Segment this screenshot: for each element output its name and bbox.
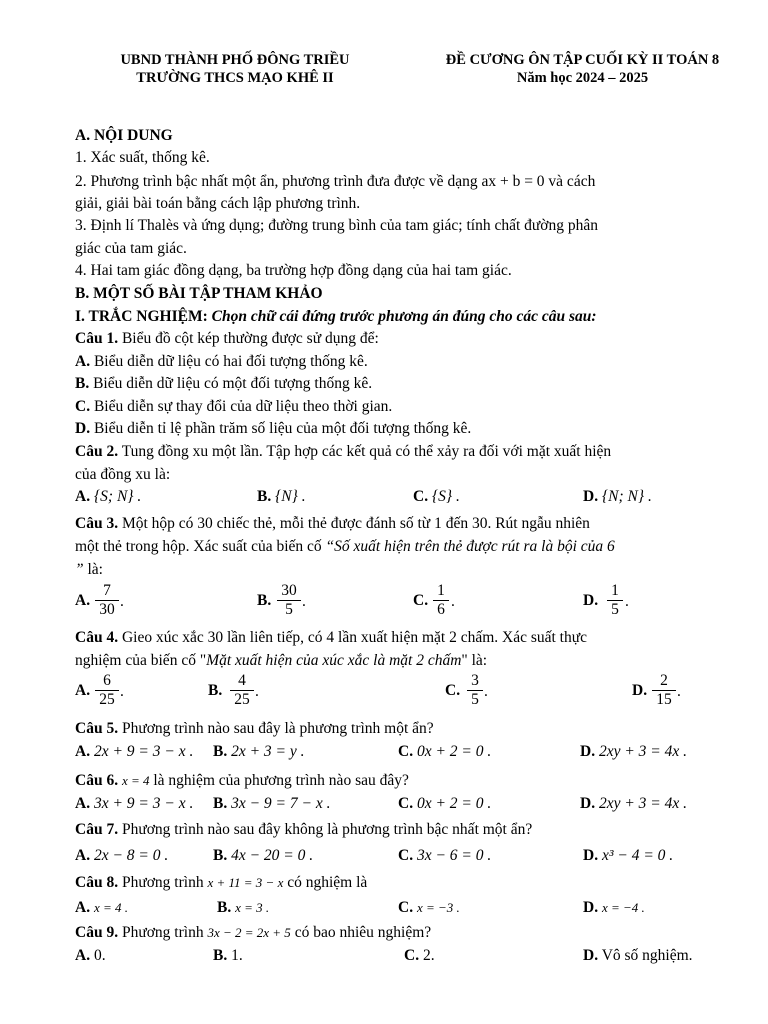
question-text: Phương trình nào sau đây không là phương trình bậc nhất một ẩn? (121, 821, 533, 838)
question-text: Phương trình (121, 924, 204, 941)
question-8-option-c: C. x = −3 . (398, 899, 460, 916)
header-right-line2: Năm học 2024 – 2025 (516, 70, 649, 86)
question-label: Câu 6. (75, 772, 119, 789)
question-7-option-c: C. 3x − 6 = 0 . (398, 847, 492, 864)
question-label: Câu 1. (75, 330, 119, 347)
question-7-option-b: B. 4x − 20 = 0 . (213, 847, 314, 864)
question-label: Câu 7. (75, 821, 119, 838)
section-b-title: B. MỘT SỐ BÀI TẬP THAM KHẢO (75, 285, 323, 302)
question-label: Câu 2. (75, 443, 119, 460)
question-3-option-d: D. 1 5 . (583, 582, 629, 618)
question-3-text-continued: một thẻ trong hộp. Xác suất của biến cố “Số xuất hiện trên thẻ được rút ra là bội của 6 (75, 538, 615, 555)
question-9-option-b: B. 1. (213, 947, 243, 964)
header-left-line2: TRƯỜNG THCS MẠO KHÊ II (136, 70, 334, 86)
question-math: x + 11 = 3 − x (207, 875, 284, 890)
question-6 (75, 771, 409, 791)
question-text: có bao nhiêu nghiệm? (294, 924, 432, 941)
header-right-line1: ĐỀ CƯƠNG ÔN TẬP CUỐI KỲ II TOÁN 8 (445, 52, 720, 68)
section-a-item: 3. Định lí Thalès và ứng dụng; đường trung bình của tam giác; tính chất đường phân (75, 217, 599, 234)
question-text: Gieo xúc xắc 30 lần liên tiếp, có 4 lần xuất hiện mặt 2 chấm. Xác suất thực (121, 629, 588, 646)
question-text: Biểu đồ cột kép thường được sử dụng để: (121, 330, 379, 347)
question-5 (75, 719, 434, 739)
question-2-option-a: A. {S; N} . (75, 488, 142, 505)
question-4-option-b: B. 4 25 . (208, 672, 259, 708)
question-label: Câu 8. (75, 874, 119, 891)
section-a-item: 2. Phương trình bậc nhất một ẩn, phương trình đưa được về dạng ax + b = 0 và cách (75, 173, 596, 190)
question-text: Phương trình nào sau đây là phương trình một ẩn? (121, 720, 434, 737)
question-7-option-a: A. 2x − 8 = 0 . (75, 847, 169, 864)
question-9-option-d: D. Vô số nghiệm. (583, 947, 693, 964)
question-8-option-d: D. x = −4 . (583, 899, 645, 916)
question-8 (75, 873, 367, 893)
question-text: Một hộp có 30 chiếc thẻ, mỗi thẻ được đánh số từ 1 đến 30. Rút ngẫu nhiên (121, 515, 590, 532)
question-9-option-c: C. 2. (404, 947, 435, 964)
question-2-text-continued: của đồng xu là: (75, 466, 171, 483)
section-a-item: giải, giải bài toán bằng cách lập phương trình. (75, 195, 361, 212)
question-7-option-d: D. x³ − 4 = 0 . (583, 847, 674, 864)
question-label: Câu 5. (75, 720, 119, 737)
question-6-option-a: A. 3x + 9 = 3 − x . (75, 795, 194, 812)
part-1-label: I. TRẮC NGHIỆM: (75, 308, 208, 325)
question-math: x = 4 (121, 773, 150, 788)
question-1 (75, 329, 379, 349)
question-2-option-b: B. {N} . (257, 488, 306, 505)
question-1-option-a: A. Biểu diễn dữ liệu có hai đối tượng thống kê. (75, 353, 368, 370)
question-text: Phương trình (121, 874, 204, 891)
question-1-option-c: C. Biểu diễn sự thay đổi của dữ liệu theo thời gian. (75, 398, 393, 415)
question-6-option-c: C. 0x + 2 = 0 . (398, 795, 492, 812)
part-1-heading (75, 307, 597, 327)
question-3-option-c: C. 1 6 . (413, 582, 455, 618)
question-text: Tung đồng xu một lần. Tập hợp các kết quả có thể xảy ra đối với mặt xuất hiện (121, 443, 612, 460)
question-text: có nghiệm là (287, 874, 368, 891)
question-6-option-b: B. 3x − 9 = 7 − x . (213, 795, 331, 812)
question-5-option-d: D. 2xy + 3 = 4x . (580, 743, 688, 760)
question-9-option-a: A. 0. (75, 947, 106, 964)
question-3-text-end: ” là: (75, 561, 103, 578)
section-a-title: A. NỘI DUNG (75, 127, 173, 144)
section-a-item: 4. Hai tam giác đồng dạng, ba trường hợp đồng dạng của hai tam giác. (75, 262, 512, 279)
question-4-option-a: A. 6 25 . (75, 672, 124, 708)
part-1-instruction: Chọn chữ cái đứng trước phương án đúng cho các câu sau: (211, 308, 597, 325)
question-4-option-c: C. 3 5 . (445, 672, 488, 708)
question-label: Câu 4. (75, 629, 119, 646)
question-7 (75, 820, 532, 840)
question-1-option-d: D. Biểu diễn tỉ lệ phần trăm số liệu của một đối tượng thống kê. (75, 420, 472, 437)
question-3-option-b: B. 30 5 . (257, 582, 306, 618)
question-6-option-d: D. 2xy + 3 = 4x . (580, 795, 688, 812)
question-1-option-b: B. Biểu diễn dữ liệu có một đối tượng thống kê. (75, 375, 373, 392)
question-4-text-continued: nghiệm của biến cố "Mặt xuất hiện của xúc xắc là mặt 2 chấm" là: (75, 652, 488, 669)
question-3 (75, 514, 590, 534)
question-4 (75, 628, 587, 648)
question-2 (75, 442, 611, 462)
question-2-option-d: D. {N; N} . (583, 488, 652, 505)
question-5-option-b: B. 2x + 3 = y . (213, 743, 305, 760)
question-3-option-a: A. 7 30 . (75, 582, 124, 618)
section-a-item: 1. Xác suất, thống kê. (75, 149, 210, 166)
question-4-option-d: D. 2 15 . (632, 672, 681, 708)
question-9 (75, 923, 431, 943)
question-8-option-b: B. x = 3 . (217, 899, 270, 916)
question-label: Câu 3. (75, 515, 119, 532)
header-left-line1: UBND THÀNH PHỐ ĐÔNG TRIỀU (120, 52, 350, 68)
question-math: 3x − 2 = 2x + 5 (207, 925, 291, 940)
question-5-option-a: A. 2x + 9 = 3 − x . (75, 743, 194, 760)
question-2-option-c: C. {S} . (413, 488, 460, 505)
section-a-item: giác của tam giác. (75, 240, 187, 257)
question-text: là nghiệm của phương trình nào sau đây? (153, 772, 409, 789)
question-5-option-c: C. 0x + 2 = 0 . (398, 743, 492, 760)
question-label: Câu 9. (75, 924, 119, 941)
question-8-option-a: A. x = 4 . (75, 899, 128, 916)
